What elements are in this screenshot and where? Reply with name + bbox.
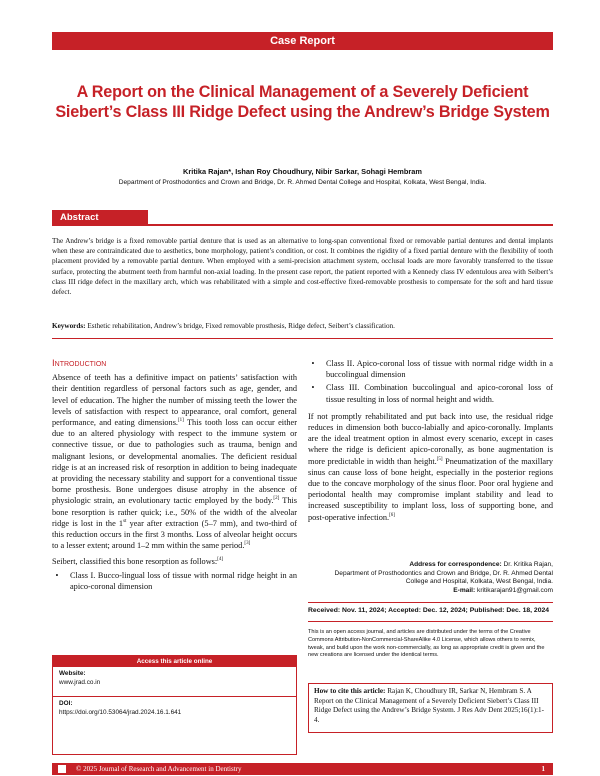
bullet-icon: • xyxy=(55,570,59,580)
doi-link[interactable]: https://doi.org/10.53064/jrad.2024.16.1.641 xyxy=(59,708,182,716)
doi-row: DOI: https://doi.org/10.53064/jrad.2024.16.1.641 xyxy=(59,700,182,716)
intro-paragraph-2: Seibert, classified this bone resorption as follows:[4] xyxy=(52,557,224,567)
keywords-text: Esthetic rehabilitation, Andrew’s bridge, Fixed removable prosthesis, Ridge defect, Seibert’s classification. xyxy=(87,322,395,330)
citation-2[interactable]: [2] xyxy=(273,496,280,502)
page-number: 1 xyxy=(541,765,545,773)
intro-paragraph-1: Absence of teeth has a definitive impact on patients’ satisfaction with their dentition regardless of personal factors such as age, gender, and level of education. The higher the number of missing teeth the lower the levels of satisfaction with respect to appearance, oral comfort, general performance, and eating dimensions.[1] This tooth loss can occur either due to an altered physiology with respect to the immune system or connective tissue, or due to pathologies such as trauma, benign and malignant lesions, or developmental anomalies. The deficient residual ridge is at an increased risk of resorption in addition to being inadequate at providing the necessary stability and support for a conventional tissue borne prosthesis. Bone undergoes disuse atrophy in the absence of physiologic strain, an evolutionary tactic employed by the body.[2] This bone resorption is rather quick; i.e., 50% of the width of the alveolar ridge is lost in the 1st year after extraction (5–7 mm), and two-third of this reduction occurs in the first 3 months. Loss of alveolar height occurs to a lesser extent; around 1–2 mm within the same period.[3] xyxy=(52,373,297,551)
access-heading: Access this article online xyxy=(53,656,296,667)
citation-1[interactable]: [1] xyxy=(178,418,184,424)
list-item: • Class II. Apico-coronal loss of tissue with normal ridge width in a buccolingual dimension xyxy=(308,358,553,380)
abstract-header xyxy=(52,210,553,225)
abstract-text: The Andrew’s bridge is a fixed removable partial denture that is used as an alternative to long-span conventional fixed or removable partial dentures and dental implants when these are contraindicated due to aesthetics, bone morphology, patient’s condition, or cost. It combines the rigidity of a fixed partial denture with the flexibility of tooth placement provided by a removable partial denture. When employed with a semi-precision attachment system, occlusal loads are more favorably transferred to the tissue surface, protecting the abutment teeth from harmful non-axial loading. In the present case report, the patient reported with a Kennedy class IV edentulous area with Seibert’s class III ridge defect in the maxillary arch, which was rehabilitated with a simple and cost-effective fixed-removable prosthesis to compensate for the soft and hard tissue defect. xyxy=(52,237,553,297)
intro-heading: Introduction xyxy=(52,358,107,369)
footer-copyright: © 2025 Journal of Research and Advancement in Dentistry xyxy=(76,765,242,773)
author-list: Kritika Rajan*, Ishan Roy Choudhury, Nibir Sarkar, Sohagi Hembram xyxy=(183,167,422,176)
footer-square-icon xyxy=(58,765,66,773)
bullet-icon: • xyxy=(311,383,315,393)
citation-5[interactable]: [5] xyxy=(436,456,443,462)
keywords-rule xyxy=(52,338,553,339)
page-footer xyxy=(52,763,553,775)
abstract-rule xyxy=(52,224,553,226)
website-row: Website: www.jrad.co.in xyxy=(53,667,296,697)
abstract-heading: Abstract xyxy=(52,210,148,225)
left-column xyxy=(52,358,297,594)
right-column xyxy=(308,358,553,528)
divider xyxy=(308,602,553,603)
license-text: This is an open access journal, and articles are distributed under the terms of the Creative Commons Attribution-NonCommercial-ShareAlike 4.0 License, which allows others to remix, tweak, and build upon the work non-commercially, as long as appropriate credit is given and the new creations are licensed under the identical terms. xyxy=(308,629,545,659)
bullet-icon: • xyxy=(311,359,315,368)
citation-4[interactable]: [4] xyxy=(217,557,224,563)
citation-6[interactable]: [6] xyxy=(389,512,395,518)
keywords xyxy=(52,321,553,331)
publication-dates: Received: Nov. 11, 2024; Accepted: Dec. 12, 2024; Published: Dec. 18, 2024 xyxy=(308,607,550,614)
citation-3[interactable]: [3] xyxy=(244,541,251,547)
email-link[interactable]: kritikarajan91@gmail.com xyxy=(475,586,553,594)
keywords-label: Keywords: xyxy=(52,322,86,330)
intro-paragraph-3: If not promptly rehabilitated and put back into use, the residual ridge reduces in dimension both bucco-labially and apico-coronally. Implants are the ideal treatment option in almost every scenario, except in cases where the ridge is deficient apico-coronally, as bone augmentation is more predictable in width than height.[5] Pneumatization of the maxillary sinus can cause loss of bone height, especially in the posterior regions due to the concave morphology of the sinus floor. Poor oral hygiene and periodontal health may compromise implant stability and lead to increased susceptibility to implant loss, loss of supporting bone, and post-operative infection.[6] xyxy=(308,411,553,522)
website-link[interactable]: www.jrad.co.in xyxy=(59,678,101,686)
list-item: • Class I. Bucco-lingual loss of tissue with normal ridge height in an apico-coronal dimension xyxy=(52,570,297,592)
citation-box: How to cite this article: Rajan K, Choudhury IR, Sarkar N, Hembram S. A Report on the Clinical Management of a Severely Deficient Siebert’s Class III Ridge Defect using the Andrew’s Bridge System. J Res Adv Dent 2025;16(1):1-4. xyxy=(308,683,553,733)
section-label: Case Report xyxy=(52,32,553,50)
affiliation: Department of Prosthodontics and Crown and Bridge, Dr. R. Ahmed Dental College and Hospital, Kolkata, West Bengal, India. xyxy=(118,179,487,186)
list-item: • Class III. Combination buccolingual and apico-coronal loss of tissue resulting in loss of normal height and width. xyxy=(308,382,553,404)
article-title: A Report on the Clinical Management of a Severely Deficient Siebert’s Class III Ridge Defect using the Andrew’s Bridge System xyxy=(55,83,550,121)
access-box xyxy=(52,655,297,755)
divider xyxy=(308,621,553,622)
correspondence-block: Address for correspondence: Dr. Kritika Rajan, Department of Prosthodontics and Crown and Bridge, Dr. R. Ahmed Dental College and Hospital, Kolkata, West Bengal, India. E-mail: kritikarajan91@gmail.com xyxy=(334,561,553,594)
